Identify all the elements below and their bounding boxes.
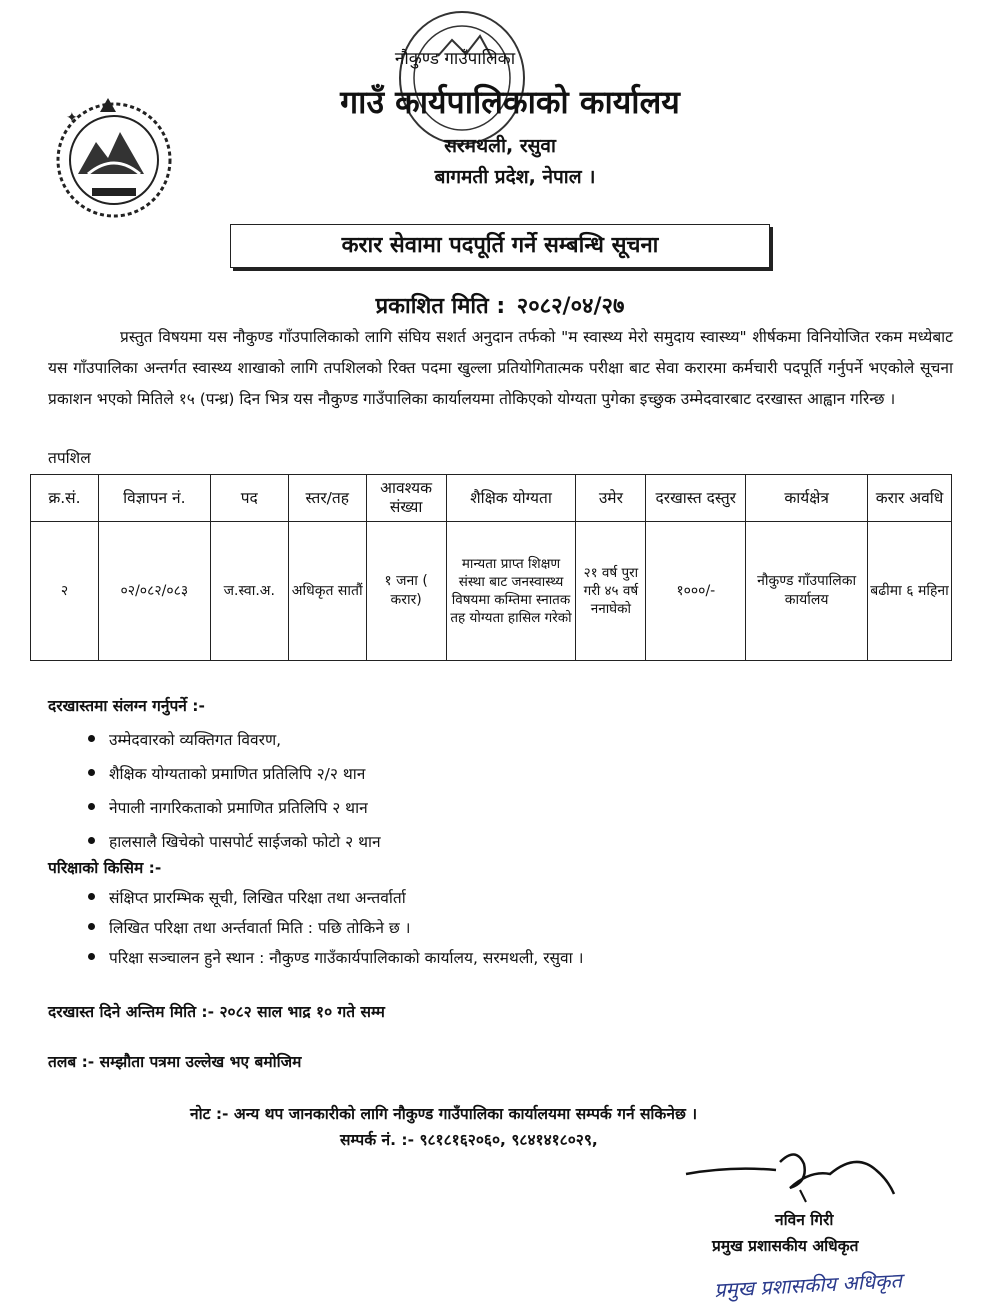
designation-stamp-text: प्रमुख प्रशासकीय अधिकृत bbox=[713, 1268, 903, 1302]
salary-line: तलब :- सम्झौता पत्रमा उल्लेख भए बमोजिम bbox=[48, 1053, 302, 1071]
cell-count: १ जना ( करार) bbox=[366, 522, 446, 661]
col-header-qualification: शैक्षिक योग्यता bbox=[446, 475, 576, 522]
col-header-count: आवश्यक संख्या bbox=[366, 475, 446, 522]
note-line: नोट :- अन्य थप जानकारीको लागि नौकुण्ड गाउँपालिका कार्यालयमा सम्पर्क गर्न सकिनेछ । bbox=[190, 1105, 698, 1123]
bullet-icon bbox=[88, 837, 95, 844]
list-item-text: हालसालै खिचेको पासपोर्ट साईजको फोटो २ थान bbox=[109, 833, 381, 851]
list-item bbox=[88, 762, 365, 784]
attachments-heading: दरखास्तमा संलग्न गर्नुपर्ने :- bbox=[48, 697, 205, 715]
exam-heading: परिक्षाको किसिम :- bbox=[48, 859, 162, 877]
list-item-text: नेपाली नागरिकताको प्रमाणित प्रतिलिपि २ थान bbox=[109, 799, 368, 817]
cell-post: ज.स्वा.अ. bbox=[210, 522, 288, 661]
bullet-icon bbox=[88, 923, 95, 930]
designation-stamp bbox=[712, 1262, 912, 1302]
handwritten-signature-icon bbox=[680, 1140, 900, 1210]
list-item-text: लिखित परिक्षा तथा अर्न्तवार्ता मिति : पछि तोकिने छ । bbox=[109, 919, 411, 937]
cell-duration: बढीमा ६ महिना bbox=[868, 522, 952, 661]
office-address: सरमथली, रसुवा bbox=[444, 135, 556, 157]
bullet-icon bbox=[88, 803, 95, 810]
cell-ad-no: ०२/०८२/०८३ bbox=[98, 522, 210, 661]
table-header-row bbox=[31, 475, 952, 522]
nepal-coat-of-arms-icon bbox=[48, 92, 180, 224]
col-header-level: स्तर/तह bbox=[288, 475, 366, 522]
list-item-text: संक्षिप्त प्रारम्भिक सूची, लिखित परिक्षा तथा अन्तर्वार्ता bbox=[109, 889, 406, 907]
published-date-value: २०८२/०४/२७ bbox=[516, 294, 625, 319]
cell-age: २१ वर्ष पुरा गरी ४५ वर्ष ननाघेको bbox=[576, 522, 646, 661]
bullet-icon bbox=[88, 893, 95, 900]
list-item bbox=[88, 886, 406, 908]
office-title: गाउँ कार्यपालिकाको कार्यालय bbox=[340, 83, 680, 121]
signatory-name: नविन गिरी bbox=[775, 1211, 834, 1229]
cell-qualification: मान्यता प्राप्त शिक्षण संस्था बाट जनस्वास्थ्य विषयमा कम्तिमा स्नातक तह योग्यता हासिल गरेको bbox=[446, 522, 576, 661]
list-item-text: शैक्षिक योग्यताको प्रमाणित प्रतिलिपि २/२ थान bbox=[109, 765, 366, 783]
cell-workplace: नौकुण्ड गाँउपालिका कार्यालय bbox=[746, 522, 868, 661]
list-item bbox=[88, 946, 583, 968]
col-header-age: उमेर bbox=[576, 475, 646, 522]
svg-text:✦: ✦ bbox=[66, 110, 78, 126]
application-deadline: दरखास्त दिने अन्तिम मिति :- २०८२ साल भाद्र १० गते सम्म bbox=[48, 1003, 385, 1021]
municipality-name: नौकुण्ड गाउँपालिका bbox=[394, 49, 516, 69]
col-header-fee: दरखास्त दस्तुर bbox=[646, 475, 746, 522]
intro-paragraph: प्रस्तुत विषयमा यस नौकुण्ड गाँउपालिकाको लागि संघिय सशर्त अनुदान तर्फको "म स्वास्थ्य मेरो समुदाय स्वास्थ्य" शीर्षकमा विनियोजित रकम मध्येबाट यस गाँउपालिका अन्तर्गत स्वास्थ्य शाखाको लागि तपशिलको रिक्त पदमा खुल्ला प्रतियोगितात्मक परीक्षा बाट सेवा करारमा कर्मचारी पदपूर्ति गर्नुपर्ने भएकोले सूचना प्रकाशन भएको मितिले १५ (पन्ध्र) दिन भित्र यस नौकुण्ड गाउँपालिका कार्यालयमा तोकिएको योग्यता पुगेका इच्छुक उम्मेदवारबाट दरखास्त आह्वान गरिन्छ । bbox=[48, 328, 953, 408]
office-province: बागमती प्रदेश, नेपाल । bbox=[434, 166, 596, 188]
bullet-icon bbox=[88, 769, 95, 776]
table-caption: तपशिल bbox=[48, 449, 91, 467]
cell-level: अधिकृत सातौं bbox=[288, 522, 366, 661]
contact-line: सम्पर्क नं. :- ९८१८१६२०६०, ९८४१४१८०२९, bbox=[340, 1131, 598, 1149]
list-item bbox=[88, 796, 368, 818]
list-item-text: परिक्षा सञ्चालन हुने स्थान : नौकुण्ड गाउँकार्यपालिकाको कार्यालय, सरमथली, रसुवा । bbox=[109, 949, 584, 967]
signatory-title: प्रमुख प्रशासकीय अधिकृत bbox=[712, 1237, 859, 1255]
col-header-sn: क्र.सं. bbox=[31, 475, 99, 522]
table-row bbox=[31, 522, 952, 661]
col-header-duration: करार अवधि bbox=[868, 475, 952, 522]
col-header-ad-no: विज्ञापन नं. bbox=[98, 475, 210, 522]
published-date-label: प्रकाशित मिति : bbox=[375, 294, 506, 319]
bullet-icon bbox=[88, 953, 95, 960]
list-item bbox=[88, 728, 281, 750]
cell-sn: २ bbox=[31, 522, 99, 661]
col-header-post: पद bbox=[210, 475, 288, 522]
notice-title: करार सेवामा पदपूर्ति गर्ने सम्बन्धि सूचना bbox=[230, 224, 770, 268]
vacancy-table bbox=[30, 474, 952, 661]
bullet-icon bbox=[88, 735, 95, 742]
list-item bbox=[88, 830, 381, 852]
col-header-workplace: कार्यक्षेत्र bbox=[746, 475, 868, 522]
list-item bbox=[88, 916, 411, 938]
published-date-line bbox=[0, 290, 1000, 320]
cell-fee: १०००/- bbox=[646, 522, 746, 661]
list-item-text: उम्मेदवारको व्यक्तिगत विवरण, bbox=[109, 731, 282, 749]
